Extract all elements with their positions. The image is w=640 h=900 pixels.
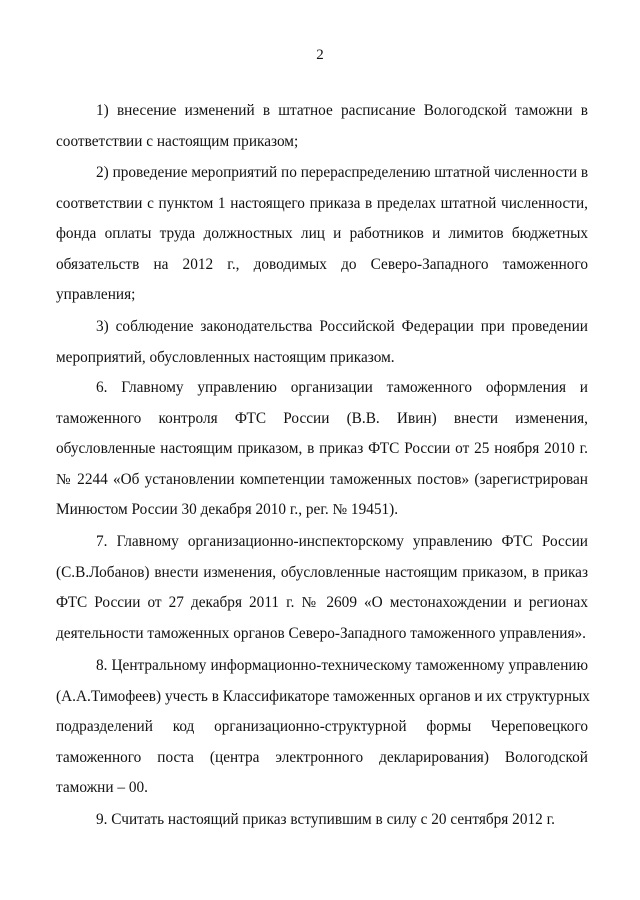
text-line: обязательств на 2012 г., доводимых до Северо-Западного таможенного [56, 255, 588, 273]
page-number: 2 [316, 47, 324, 63]
paragraph-clause-7 [56, 527, 588, 649]
text-line: таможенного поста (центра электронного декларирования) Вологодской [56, 748, 588, 766]
text-line: 9. Считать настоящий приказ вступившим в силу с 20 сентября 2012 г. [96, 811, 555, 828]
text-line: (А.А.Тимофеев) учесть в Классификаторе таможенных органов и их структурных [56, 687, 590, 705]
text-line: 7. Главному организационно-инспекторскому управлению ФТС России [96, 533, 588, 550]
text-line: мероприятий, обусловленных настоящим приказом. [56, 348, 395, 366]
paragraph-clause-8 [56, 651, 588, 804]
paragraph-item-1 [56, 96, 588, 157]
text-line: Минюстом России 30 декабря 2010 г., рег. № 19451). [56, 501, 399, 518]
text-line: 8. Центральному информационно-техническому таможенному управлению [96, 657, 588, 674]
text-line: управления; [56, 286, 136, 303]
text-line: подразделений код организационно-структурной формы Череповецкого [56, 718, 588, 735]
text-line: таможни – 00. [56, 779, 148, 796]
text-line: (С.В.Лобанов) внести изменения, обусловленные настоящим приказом, в приказ [56, 563, 588, 581]
text-line: деятельности таможенных органов Северо-Западного таможенного управления». [56, 624, 586, 642]
text-line: 3) соблюдение законодательства Российской Федерации при проведении [96, 318, 588, 335]
paragraph-item-3 [56, 312, 588, 373]
text-line: 2) проведение мероприятий по перераспределению штатной численности в [96, 164, 589, 181]
text-line: соответствии с пунктом 1 настоящего приказа в пределах штатной численности, [56, 194, 588, 212]
text-line: 6. Главному управлению организации таможенного оформления и [96, 379, 588, 396]
text-line: № 2244 «Об установлении компетенции таможенных постов» (зарегистрирован [56, 470, 588, 488]
text-line: соответствии с настоящим приказом; [56, 132, 299, 150]
text-line: 1) внесение изменений в штатное расписание Вологодской таможни в [96, 102, 588, 119]
text-line: ФТС России от 27 декабря 2011 г. № 2609 «О местонахождении и регионах [56, 594, 588, 611]
text-line: таможенного контроля ФТС России (В.В. Ивин) внести изменения, [56, 409, 588, 427]
paragraph-item-2 [56, 158, 588, 311]
text-line: фонда оплаты труда должностных лиц и работников и лимитов бюджетных [56, 225, 588, 242]
paragraph-clause-9 [56, 805, 588, 836]
text-line: обусловленные настоящим приказом, в приказ ФТС России от 25 ноября 2010 г. [56, 440, 588, 457]
paragraph-clause-6 [56, 373, 588, 526]
